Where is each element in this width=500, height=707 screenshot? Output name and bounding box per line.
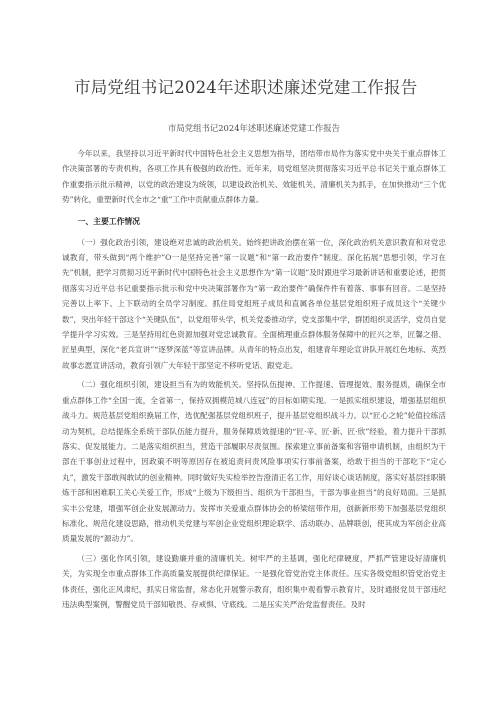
intro-paragraph: 今年以来，我坚持以习近平新时代中国特色社会主义思想为指导，团结带市局作为落实党中央关于重点群体工作决策部署的专责机构，各项工作具有极强的政治性。近年来，局党组坚决贯彻落实习近平总书记关于重点群体工作重要指示批示精神，以党的政治建设为统领，以建设政治机关、效能机关、清廉机关为抓手，在加快推动“三个优势”转化，重塑新时代全市之“重”工作中贡献重点群体力量。 <box>62 149 446 205</box>
paragraph-style-guidance: （三）强化作风引领，建设勤廉并重的清廉机关。树牢严的主基调，强化纪律硬度，严抓严管建设好清廉机关，为实现全市重点群体工作高质量发展提供纪律保证。一是强化管党治党主体责任。压实各级党组织管党治党主体责任，强化正风肃纪，抓实日常监督，常态化开展警示教育，组织集中观看警示教育片，及时通报党员干部违纪违法典型案例，警醒党员干部知敬畏、存戒惧、守底线。二是压实关严治党监督责任。及时 <box>62 553 446 609</box>
paragraph-political-guidance: （一）强化政治引领，建设绝对忠诚的政治机关。始终把讲政治摆在第一位，深化政治机关意识教育和对党忠诚教育，带头做到“两个维护”O一是坚持完善“第一议题”和“第一政治要件”制度。深化拓展“思想引领，学习在先”机制，把学习贯彻习近平新时代中国特色社会主义思想作为“第一议题”及时跟进学习最新讲话和重要论述，把贯彻落实习近平总书记重要指示批示和党中央决策部署作为“第一政治要件”确保件件有着落、事事有回音。二是坚持完善以上率下、上下联动的全员学习制度。抓住局党组班子成员和直属各单位基层党组织班子成员这个“关键少数”，突出年轻干部这个“关键队伍”，以党组带头学，机关党委推动学，党支部集中学，群团组织灵活学，党员自觉学提升学习实效。三是坚持用红色资源加强对党忠诚教育。全面梳理重点群体服务保障中的匠兴之举，匠馨之措、匠星典型，深化“老兵宣讲”“逐梦深蓝”等宣讲品牌。从青年的特点出发，组建青年理论宣讲队开展红色地标、英烈故事志愿宣讲活动，教育引领广大年轻干部坚定不移听党话、跟党走。 <box>62 237 446 370</box>
section-heading: 一、主要工作情况 <box>77 216 140 226</box>
paragraph-organizational-guidance: （二）强化组织引领，建设担当有为的效能机关。坚持队伍提神、工作提速、管理提效、服务提质，确保全市重点群体工作“全国一流，全省第一，保持双拥模范城八连冠”的目标如期实现。一是抓实组织建设，增强基层组织战斗力。规范基层党组织换届工作，选优配强基层党组织班子，提升基层党组织战斗力。以“匠心之轮”轮值拉练活动为契机，总结提炼全系统干部队伍能力提升，服务保障质效提速的“匠·辛、匠·新、匠·欣”经验，着力提升干部抓落实、促发展能力。二是落实组织担当，营造干部履职尽责氛围。探索建立事前备案和容错申请机制，由组织为干部在干事创业过程中，因政策不明等原因存在被追责问责风险事项实行事前备案，给敢于担当的干部吃下“定心丸”，激发干部敢闯敢试的创业精神。同时做好失实检举控告澄清正名工作，用好谈心谈话制度，落实好基层挂职锻炼干部和困难职工关心关爱工作，形成“上级为下级担当、组织为干部担当，干部为事业担当”的良好局面。三是抓实丰公党建，增强军创企业发展源动力。发挥市关爱重点群体协会的桥梁纽带作用，创新新形势下加强基层党组织标准化、规范化建设思路，推动机关党建与军创企业党组织理论联学、活动联办、品牌联创，使其成为军创企业高质量发展的“源动力”。 <box>62 380 446 544</box>
document-title: 市局党组书记2024年述职述廉述党建工作报告 <box>74 78 418 97</box>
document-subtitle: 市局党组书记2024年述职述廉述党建工作报告 <box>167 123 341 133</box>
